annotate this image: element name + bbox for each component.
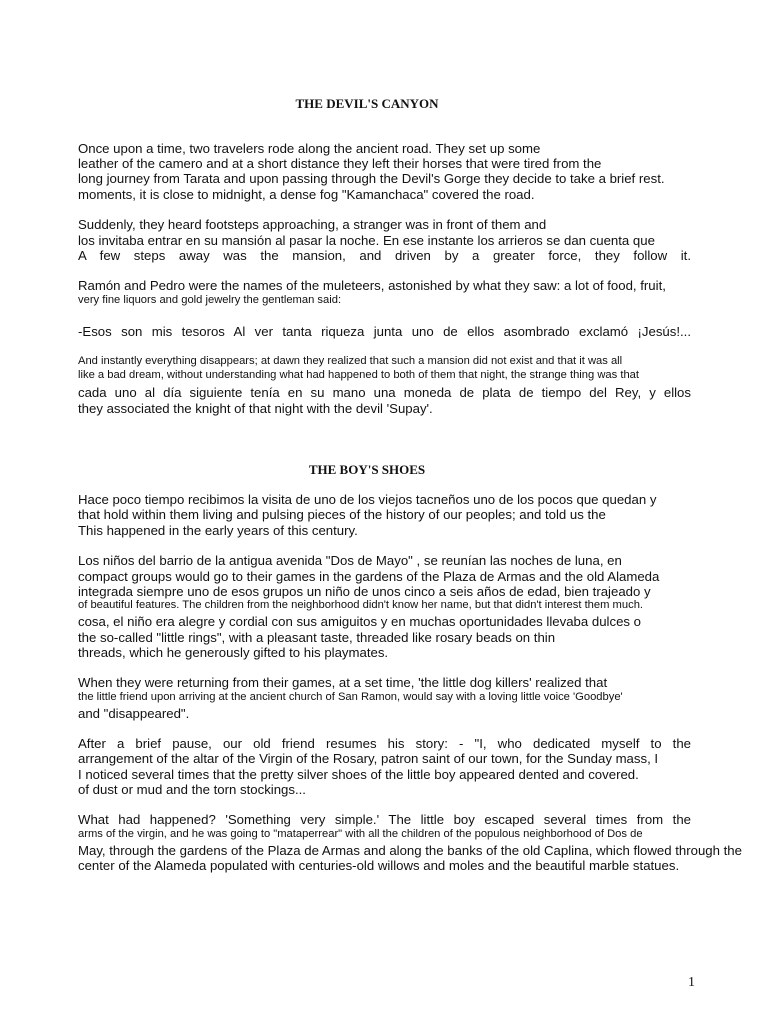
text-line: center of the Alameda populated with centuries-old willows and moles and the beautiful marble statues. [78, 858, 680, 873]
text-line: May, through the gardens of the Plaza de Armas and along the banks of the old Caplina, which flowed through the [78, 843, 742, 858]
text-line: This happened in the early years of this century. [78, 523, 358, 538]
text-line: When they were returning from their games, at a set time, 'the little dog killers' realized that [78, 675, 608, 690]
page-number: 1 [688, 975, 695, 990]
text-line: of dust or mud and the torn stockings... [78, 782, 306, 797]
text-line: like a bad dream, without understanding what had happened to both of them that night, the strange thing was that [78, 369, 639, 381]
text-line: Once upon a time, two travelers rode along the ancient road. They set up some [78, 141, 541, 156]
text-line: Hace poco tiempo recibimos la visita de uno de los viejos tacneños uno de los pocos que quedan y [78, 492, 657, 507]
text-line: Ramón and Pedro were the names of the muleteers, astonished by what they saw: a lot of food, fruit, [78, 278, 666, 293]
text-line: leather of the camero and at a short distance they left their horses that were tired from the [78, 156, 602, 171]
text-line: arrangement of the altar of the Virgin of the Rosary, patron saint of our town, for the Sunday mass, I [78, 751, 659, 766]
text-line: of beautiful features. The children from the neighborhood didn't know her name, but that didn't interest them much. [78, 599, 644, 611]
text-line: very fine liquors and gold jewelry the gentleman said: [78, 294, 342, 306]
text-line: integrada siempre uno de esos grupos un niño de unos cinco a seis años de edad, bien trajeado y [78, 584, 651, 599]
text-line: that hold within them living and pulsing pieces of the history of our peoples; and told us the [78, 507, 606, 522]
text-line: and "disappeared". [78, 706, 190, 721]
text-line: What had happened? 'Something very simple.' The little boy escaped several times from the [78, 812, 691, 827]
text-line: cosa, el niño era alegre y cordial con sus amiguitos y en muchas oportunidades llevaba dulces o [78, 614, 641, 629]
text-line: -Esos son mis tesoros Al ver tanta riqueza junta uno de ellos asombrado exclamó ¡Jesús!... [78, 324, 691, 339]
text-line: threads, which he generously gifted to his playmates. [78, 645, 389, 660]
text-line: And instantly everything disappears; at dawn they realized that such a mansion did not exist and that it was all [78, 355, 623, 367]
text-line: Los niños del barrio de la antigua avenida "Dos de Mayo" , se reunían las noches de luna, en [78, 553, 622, 568]
text-line: arms of the virgin, and he was going to "mataperrear" with all the children of the populous neighborhood of Dos de [78, 828, 643, 840]
text-line: the so-called "little rings", with a pleasant taste, threaded like rosary beads on thin [78, 630, 556, 645]
text-line: los invitaba entrar en su mansión al pasar la noche. En ese instante los arrieros se dan cuenta que [78, 233, 655, 248]
text-line: cada uno al día siguiente tenía en su mano una moneda de plata de tiempo del Rey, y ellos [78, 385, 691, 400]
text-line: they associated the knight of that night with the devil 'Supay'. [78, 401, 433, 416]
text-line: After a brief pause, our old friend resumes his story: - "I, who dedicated myself to the [78, 736, 691, 751]
text-line: Suddenly, they heard footsteps approaching, a stranger was in front of them and [78, 217, 547, 232]
section-title: THE BOY'S SHOES [308, 462, 426, 477]
text-line: compact groups would go to their games in the gardens of the Plaza de Armas and the old Alameda [78, 569, 660, 584]
text-line: I noticed several times that the pretty silver shoes of the little boy appeared dented and covered. [78, 767, 639, 782]
text-line: long journey from Tarata and upon passing through the Devil's Gorge they decide to take a brief rest. [78, 171, 665, 186]
text-line: moments, it is close to midnight, a dense fog "Kamanchaca" covered the road. [78, 187, 535, 202]
text-line: A few steps away was the mansion, and driven by a greater force, they follow it. [78, 248, 691, 263]
section-title: THE DEVIL'S CANYON [295, 96, 439, 111]
text-line: the little friend upon arriving at the ancient church of San Ramon, would say with a loving little voice 'Goodbye' [78, 691, 623, 703]
